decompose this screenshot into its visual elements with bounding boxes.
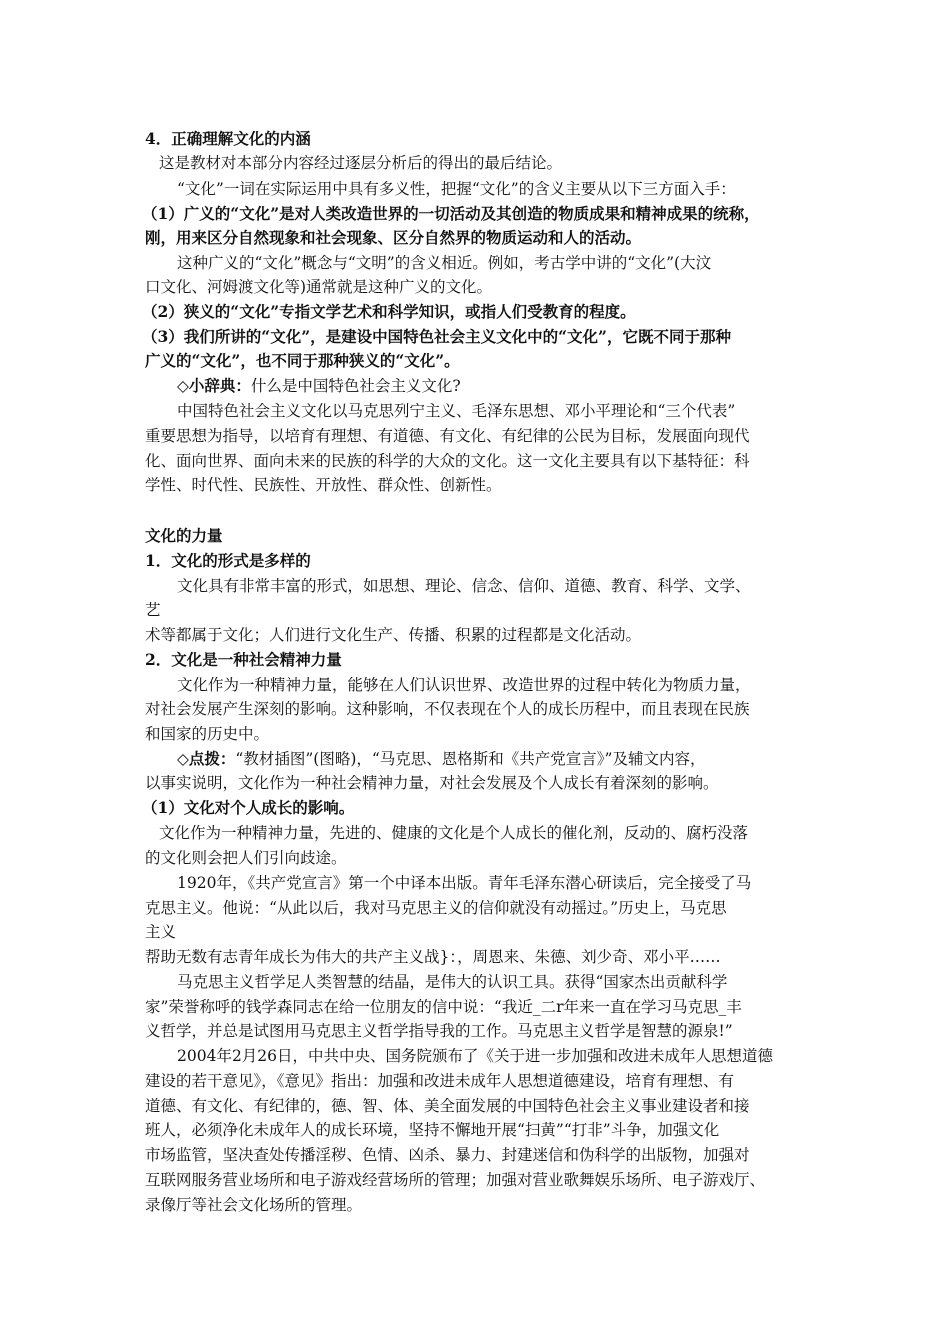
paragraph-line: 克思主义。他说：“从此以后，我对马克思主义的信仰就没有动摇过。”历史上，马克思 <box>145 899 727 917</box>
paragraph-line: 义哲学，并总是试图用马克思主义哲学指导我的工作。马克思主义哲学是智慧的源泉!” <box>145 1022 733 1040</box>
paragraph-line: “文化”一词在实际运用中具有多义性，把握“文化”的含义主要从以下三方面入手： <box>177 180 736 198</box>
paragraph-line: 对社会发展产生深刻的影响。这种影响，不仅表现在个人的成长历程中，而且表现在民族 <box>145 700 750 718</box>
paragraph-line: 市场监管，坚决查处传播淫秽、色情、凶杀、暴力、封建迷信和伪科学的出版物，加强对 <box>145 1146 750 1164</box>
dictionary-question: 什么是中国特色社会主义文化? <box>250 377 461 395</box>
section-heading: 1．文化的形式是多样的 <box>145 551 311 570</box>
tip-text: “教材插图”(图略)，“马克思、恩格斯和《共产党宣言》”及辅文内容， <box>235 750 706 768</box>
paragraph-line: 艺 <box>145 601 161 619</box>
paragraph-line: 这是教材对本部分内容经过逐层分析后的得出的最后结论。 <box>159 154 563 172</box>
dictionary-label: ◇小辞典： <box>177 376 251 395</box>
paragraph-line: 重要思想为指导，以培育有理想、有道德、有文化、有纪律的公民为目标，发展面向现代 <box>145 427 750 445</box>
paragraph-line: 2004年2月26日，中共中央、国务院颁布了《关于进一步加强和改进未成年人思想道德 <box>177 1047 774 1065</box>
bold-point-line: （3）我们所讲的“文化”，是建设中国特色社会主义文化中的“文化”，它既不同于那种 <box>142 327 731 346</box>
paragraph-line: 化、面向世界、面向未来的民族的科学的大众的文化。这一文化主要具有以下基特征：科 <box>145 452 750 470</box>
paragraph-line: 的文化则会把人们引向歧途。 <box>145 849 347 867</box>
paragraph-line: 马克思主义哲学足人类智慧的结晶，是伟大的认识工具。获得“国家杰出贡献科学 <box>177 973 728 991</box>
subheading: （1）文化对个人成长的影响。 <box>142 798 355 817</box>
paragraph-line: 帮助无数有志青年成长为伟大的共产主义战}：，周恩来、朱德、刘少奇、邓小平…… <box>145 948 721 966</box>
paragraph-line: 1920年，《共产党宣言》第一个中译本出版。青年毛泽东潜心研读后，完全接受了马 <box>177 874 752 892</box>
tip-label: ◇点拨： <box>177 749 236 768</box>
section-heading: 2．文化是一种社会精神力量 <box>145 650 342 669</box>
paragraph-line: 中国特色社会主义文化以马克思列宁主义、毛泽东思想、邓小平理论和“三个代表” <box>177 402 736 420</box>
paragraph-line: 文化作为一种精神力量，先进的、健康的文化是个人成长的催化剂，反动的、腐朽没落 <box>159 824 749 842</box>
tip-line <box>177 747 705 771</box>
paragraph-line: 以事实说明，文化作为一种社会精神力量，对社会发展及个人成长有着深刻的影响。 <box>145 774 719 792</box>
dictionary-line <box>177 374 461 398</box>
section-title: 文化的力量 <box>145 526 223 545</box>
paragraph-line: 这种广义的“文化”概念与“文明”的含义相近。例如，考古学中讲的“文化”(大汶 <box>177 254 712 272</box>
paragraph-line: 术等都属于文化；人们进行文化生产、传播、积累的过程都是文化活动。 <box>145 626 642 644</box>
bold-point-line: （2）狭义的“文化”专指文学艺术和科学知识，或指人们受教育的程度。 <box>142 302 636 321</box>
bold-point-line: （1）广义的“文化”是对人类改造世界的一切活动及其创造的物质成果和精神成果的统称， <box>142 204 760 223</box>
paragraph-line: 道德、有文化、有纪律的，德、智、体、美全面发展的中国特色社会主义事业建设者和接 <box>145 1097 750 1115</box>
paragraph-line: 主义 <box>145 923 177 941</box>
paragraph-line: 和国家的历史中。 <box>145 725 270 743</box>
paragraph-line: 文化作为一种精神力量，能够在人们认识世界、改造世界的过程中转化为物质力量， <box>177 676 751 694</box>
paragraph-line: 互联网服务营业场所和电子游戏经营场所的管理；加强对营业歌舞娱乐场所、电子游戏厅、 <box>145 1171 766 1189</box>
bold-point-line: 广义的“文化”，也不同于那种狭义的“文化”。 <box>145 351 460 370</box>
section-heading: 4．正确理解文化的内涵 <box>145 129 311 148</box>
paragraph-line: 家”荣誉称呼的钱学森同志在给一位朋友的信中说：“我近_二r年来一直在学习马克思_丰 <box>145 998 742 1016</box>
paragraph-line: 口文化、河姆渡文化等)通常就是这种广义的文化。 <box>145 278 493 296</box>
bold-point-line: 刚，用来区分自然现象和社会现象、区分自然界的物质运动和人的活动。 <box>145 228 642 247</box>
paragraph-line: 班人，必须净化未成年人的成长环境，坚持不懈地开展“扫黄”“打非”斗争，加强文化 <box>145 1121 720 1139</box>
paragraph-line: 录像厅等社会文化场所的管理。 <box>145 1196 363 1214</box>
paragraph-line: 建设的若干意见》，《意见》指出：加强和改进未成年人思想道德建设，培育有理想、有 <box>145 1072 735 1090</box>
paragraph-line: 学性、时代性、民族性、开放性、群众性、创新性。 <box>145 476 502 494</box>
paragraph-line: 文化具有非常丰富的形式，如思想、理论、信念、信仰、道德、教育、科学、文学、 <box>177 577 751 595</box>
